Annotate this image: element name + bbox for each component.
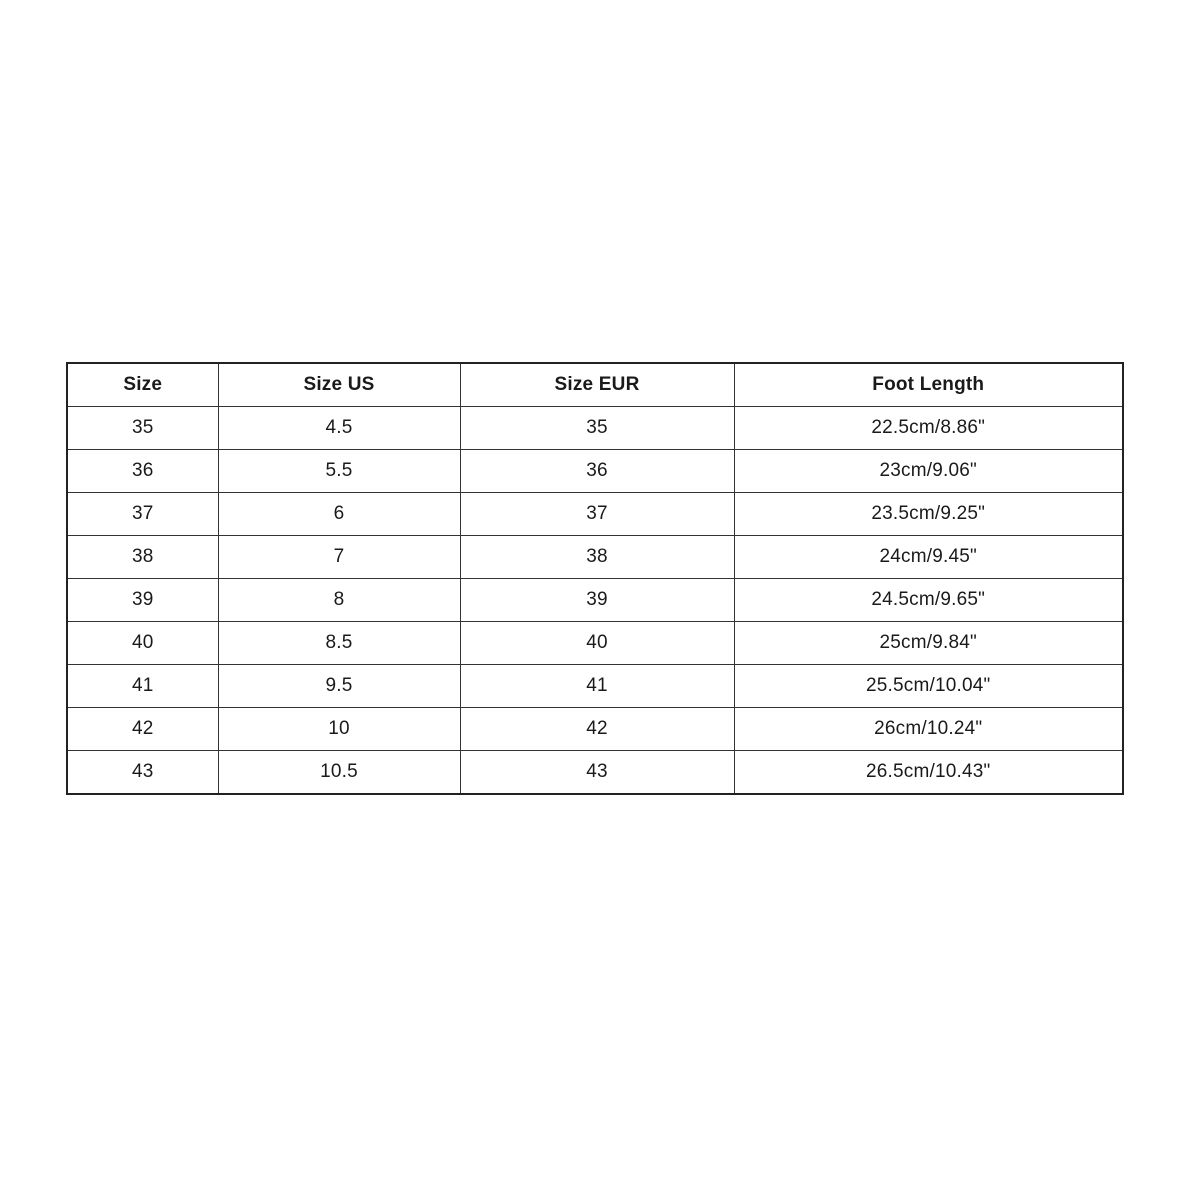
header-size-us: Size US [218, 363, 460, 407]
cell-size-us: 4.5 [218, 407, 460, 450]
cell-size: 39 [67, 579, 218, 622]
cell-size: 35 [67, 407, 218, 450]
cell-foot-length: 26cm/10.24" [734, 708, 1123, 751]
cell-size: 43 [67, 751, 218, 795]
header-size: Size [67, 363, 218, 407]
table-row [67, 579, 1123, 622]
table-header [67, 363, 1123, 407]
table-row [67, 622, 1123, 665]
cell-size-eur: 39 [460, 579, 734, 622]
cell-foot-length: 26.5cm/10.43" [734, 751, 1123, 795]
table-row [67, 450, 1123, 493]
table-body [67, 407, 1123, 795]
cell-foot-length: 24cm/9.45" [734, 536, 1123, 579]
cell-size-eur: 40 [460, 622, 734, 665]
table-row [67, 751, 1123, 795]
cell-size: 38 [67, 536, 218, 579]
cell-size: 37 [67, 493, 218, 536]
cell-foot-length: 25.5cm/10.04" [734, 665, 1123, 708]
cell-size: 36 [67, 450, 218, 493]
cell-size-us: 8 [218, 579, 460, 622]
cell-size-eur: 43 [460, 751, 734, 795]
header-row [67, 363, 1123, 407]
cell-size-eur: 35 [460, 407, 734, 450]
cell-size-us: 7 [218, 536, 460, 579]
size-chart-table [66, 362, 1124, 795]
cell-size-us: 9.5 [218, 665, 460, 708]
cell-size: 40 [67, 622, 218, 665]
cell-size-us: 5.5 [218, 450, 460, 493]
cell-foot-length: 23cm/9.06" [734, 450, 1123, 493]
table-row [67, 708, 1123, 751]
cell-size: 42 [67, 708, 218, 751]
cell-size-us: 6 [218, 493, 460, 536]
cell-size-us: 10 [218, 708, 460, 751]
table-row [67, 665, 1123, 708]
header-size-eur: Size EUR [460, 363, 734, 407]
cell-size-eur: 41 [460, 665, 734, 708]
cell-size-eur: 36 [460, 450, 734, 493]
table-row [67, 493, 1123, 536]
cell-foot-length: 23.5cm/9.25" [734, 493, 1123, 536]
cell-size-eur: 42 [460, 708, 734, 751]
cell-size-us: 10.5 [218, 751, 460, 795]
cell-size-eur: 37 [460, 493, 734, 536]
header-foot-length: Foot Length [734, 363, 1123, 407]
cell-foot-length: 25cm/9.84" [734, 622, 1123, 665]
cell-foot-length: 22.5cm/8.86" [734, 407, 1123, 450]
table-row [67, 536, 1123, 579]
cell-foot-length: 24.5cm/9.65" [734, 579, 1123, 622]
table-row [67, 407, 1123, 450]
cell-size-us: 8.5 [218, 622, 460, 665]
cell-size: 41 [67, 665, 218, 708]
cell-size-eur: 38 [460, 536, 734, 579]
